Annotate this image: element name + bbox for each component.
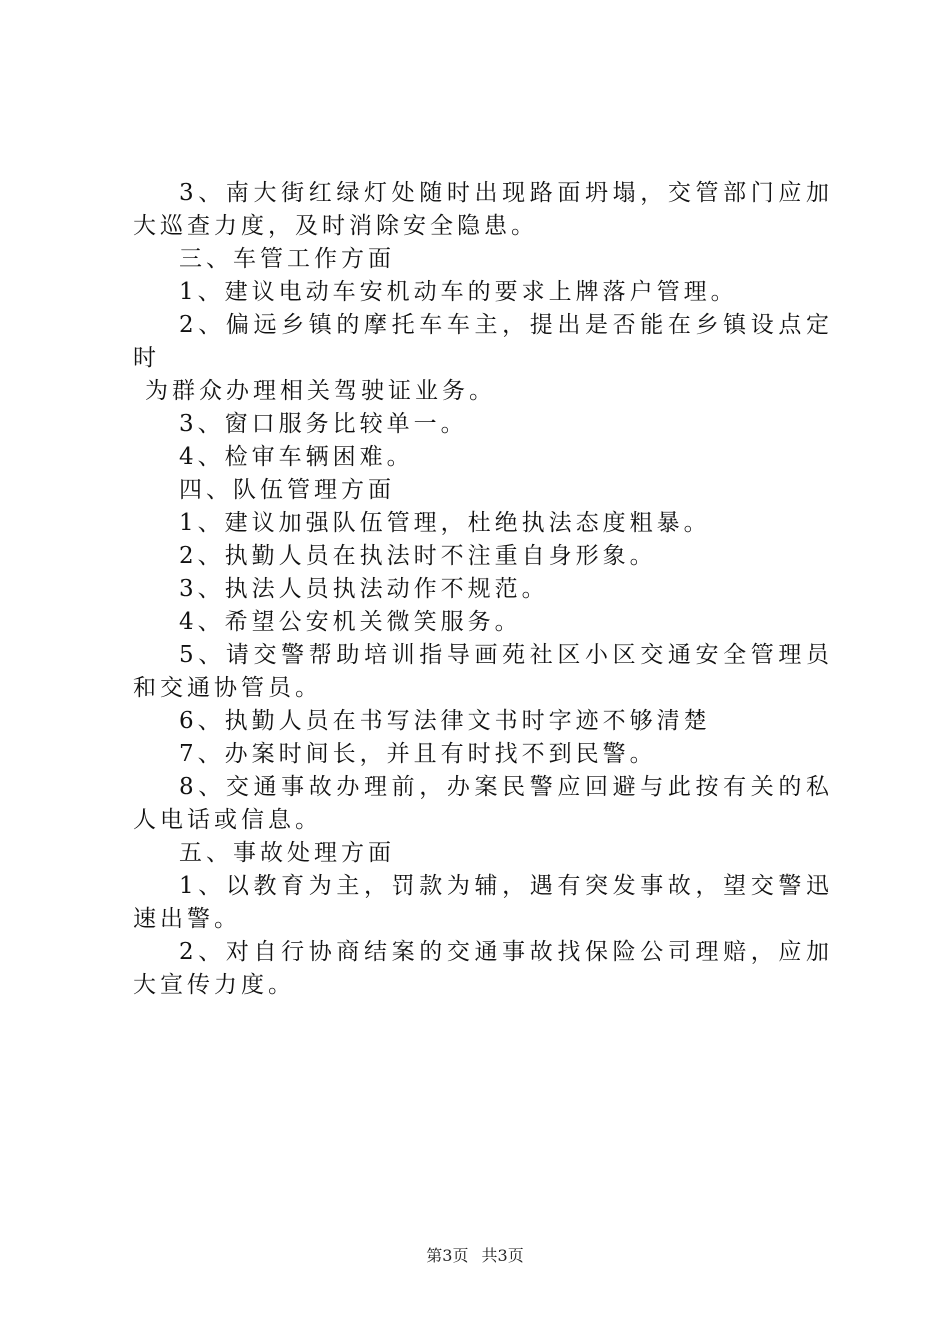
paragraph-item-3-road-collapse: 3、南大街红绿灯处随时出现路面坍塌，交管部门应加大巡查力度，及时消除安全隐患。 (133, 180, 833, 239)
paragraph-item-2-continuation: 为群众办理相关驾驶证业务。 (145, 378, 496, 404)
paragraph-item-1-ebike-plates: 1、建议电动车安机动车的要求上牌落户管理。 (179, 279, 738, 305)
paragraph-item-8-avoid-calls: 8、交通事故办理前，办案民警应回避与此按有关的私人电话或信息。 (133, 774, 833, 833)
paragraph-item-2-insurance: 2、对自行协商结案的交通事故找保险公司理赔，应加大宣传力度。 (133, 939, 833, 998)
paragraph-item-5-training: 5、请交警帮助培训指导画苑社区小区交通安全管理员和交通协管员。 (133, 642, 833, 701)
section-heading-team-management: 四、队伍管理方面 (179, 477, 395, 503)
paragraph-item-4-inspection: 4、检审车辆困难。 (179, 444, 414, 470)
paragraph-item-1-education: 1、以教育为主，罚款为辅，遇有突发事故，望交警迅速出警。 (133, 873, 833, 932)
section-heading-vehicle-management: 三、车管工作方面 (179, 246, 395, 272)
section-heading-accident-handling: 五、事故处理方面 (179, 840, 395, 866)
paragraph-item-2-self-image: 2、执勤人员在执法时不注重自身形象。 (179, 543, 657, 569)
document-body (133, 177, 833, 1002)
paragraph-item-1-strengthen-team: 1、建议加强队伍管理，杜绝执法态度粗暴。 (179, 510, 711, 536)
paragraph-item-6-handwriting: 6、执勤人员在书写法律文书时字迹不够清楚 (179, 708, 711, 734)
paragraph-item-4-smile-service: 4、希望公安机关微笑服务。 (179, 609, 522, 635)
paragraph-item-7-case-time: 7、办案时间长，并且有时找不到民警。 (179, 741, 657, 767)
paragraph-item-3-window-service: 3、窗口服务比较单一。 (179, 411, 468, 437)
paragraph-item-3-enforcement-actions: 3、执法人员执法动作不规范。 (179, 576, 549, 602)
page-total: 共3页 (481, 1246, 524, 1265)
paragraph-item-2-remote-towns: 2、偏远乡镇的摩托车车主，提出是否能在乡镇设点定时 (133, 312, 833, 371)
page-footer (0, 1243, 950, 1266)
page-number: 第3页 (426, 1246, 469, 1265)
